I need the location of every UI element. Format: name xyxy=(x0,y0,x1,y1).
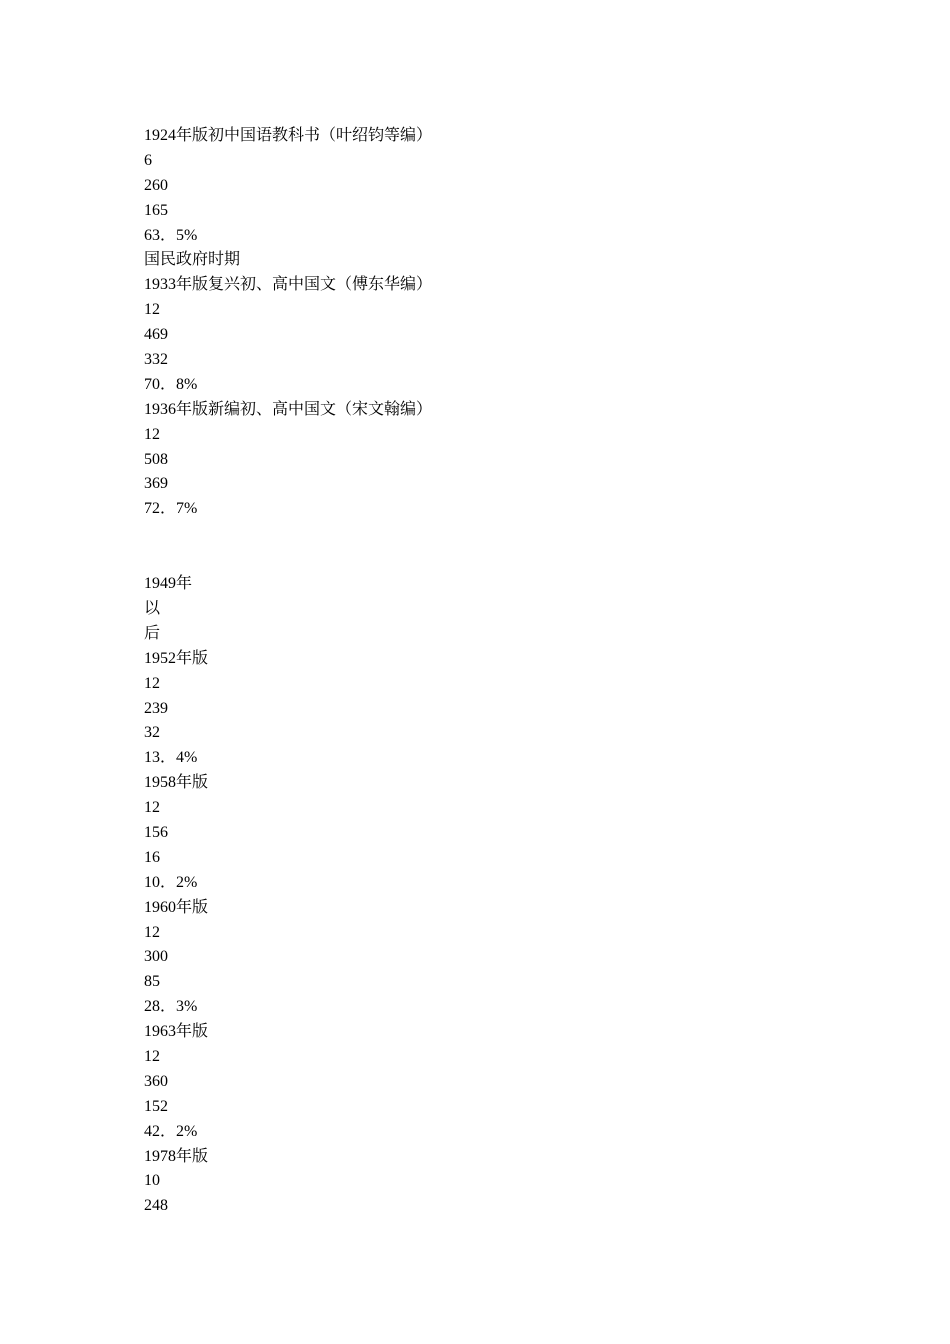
text-line: 1924年版初中国语教科书（叶绍钧等编） xyxy=(144,127,433,144)
blank-line xyxy=(144,522,844,572)
document-body xyxy=(144,124,844,1219)
text-line: 16 xyxy=(144,848,160,866)
text-line: 13．4% xyxy=(144,749,198,767)
text-line: 239 xyxy=(144,699,168,717)
text-line: 28．3% xyxy=(144,998,198,1016)
text-line: 332 xyxy=(144,351,168,369)
text-line: 12 xyxy=(144,425,160,443)
text-line: 12 xyxy=(144,1047,160,1065)
text-line: 10 xyxy=(144,1172,160,1190)
text-line: 508 xyxy=(144,450,168,468)
text-line: 63．5% xyxy=(144,226,198,244)
text-line: 6 xyxy=(144,151,152,169)
text-line: 以 xyxy=(144,599,161,617)
text-line: 1952年版 xyxy=(144,649,209,667)
text-line: 360 xyxy=(144,1072,168,1090)
text-line: 12 xyxy=(144,301,160,319)
text-line: 12 xyxy=(144,923,160,941)
text-line: 248 xyxy=(144,1197,168,1215)
text-line: 165 xyxy=(144,201,168,219)
text-line: 32 xyxy=(144,724,160,742)
text-line: 156 xyxy=(144,823,168,841)
text-line: 300 xyxy=(144,948,168,966)
text-line: 1949年 xyxy=(144,575,193,593)
text-line: 1958年版 xyxy=(144,774,209,792)
text-line: 后 xyxy=(144,624,161,642)
text-line: 42．2% xyxy=(144,1122,198,1140)
text-line: 152 xyxy=(144,1097,168,1115)
text-line: 260 xyxy=(144,176,168,194)
text-line: 1963年版 xyxy=(144,1023,209,1041)
text-line: 1933年版复兴初、高中国文（傅东华编） xyxy=(144,276,433,294)
text-line: 12 xyxy=(144,674,160,692)
text-line: 10．2% xyxy=(144,873,198,891)
text-line: 85 xyxy=(144,973,160,991)
text-line: 369 xyxy=(144,475,168,493)
text-line: 1978年版 xyxy=(144,1147,209,1165)
text-line: 469 xyxy=(144,326,168,344)
text-line: 1936年版新编初、高中国文（宋文翰编） xyxy=(144,400,433,418)
text-line: 1960年版 xyxy=(144,898,209,916)
text-line: 70．8% xyxy=(144,375,198,393)
text-line: 72．7% xyxy=(144,500,198,518)
text-line: 12 xyxy=(144,799,160,817)
text-line: 国民政府时期 xyxy=(144,251,241,269)
